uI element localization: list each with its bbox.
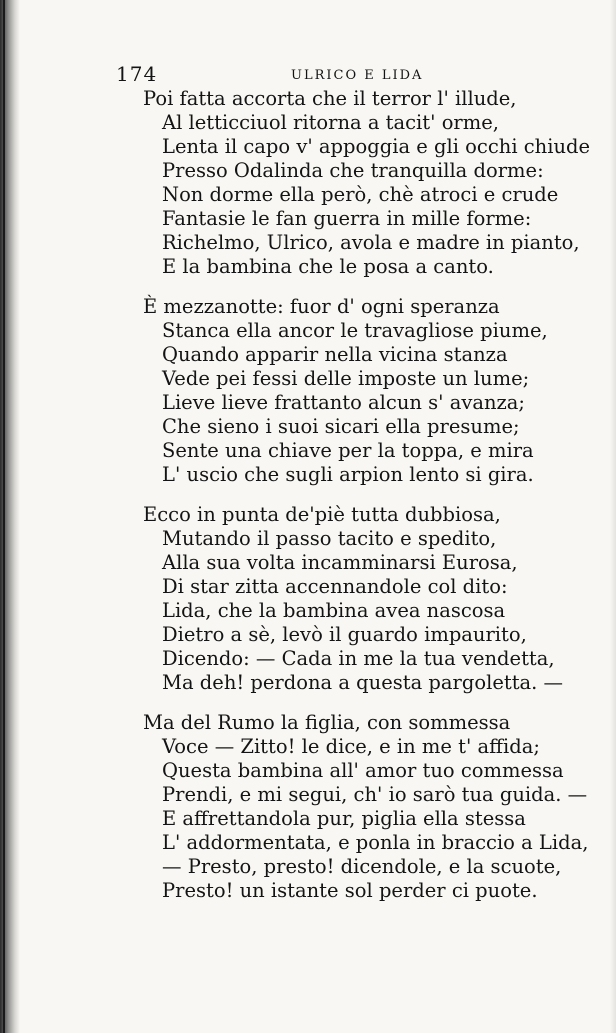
verse-line: Presto! un istante sol perder ci puote. [162,879,538,902]
verse-line: Fantasie le fan guerra in mille forme: [162,207,532,230]
verse-line: Non dorme ella però, chè atroci e crude [162,183,559,206]
verse-line: E affrettandola pur, piglia ella stessa [162,807,526,830]
verse-line: — Presto, presto! dicendole, e la scuote, [162,855,562,878]
verse-line: Al letticciuol ritorna a tacit' orme, [162,111,499,134]
verse-line: Lida, che la bambina avea nascosa [162,599,506,622]
verse-line: L' uscio che sugli arpion lento si gira. [162,463,534,486]
verse-line: È mezzanotte: fuor d' ogni speranza [143,295,500,318]
verse-line: Lieve lieve frattanto alcun s' avanza; [162,391,526,414]
verse-line: Presso Odalinda che tranquilla dorme: [162,159,544,182]
verse-line: E la bambina che le posa a canto. [162,255,494,278]
verse-line: Quando apparir nella vicina stanza [162,343,508,366]
verse-line: Sente una chiave per la toppa, e mira [162,439,534,462]
verse-line: Ma deh! perdona a questa pargoletta. — [162,671,564,694]
verse-line: Vede pei fessi delle imposte un lume; [162,367,530,390]
page-binding-edge [3,0,5,1033]
verse-line: Voce — Zitto! le dice, e in me t' affida; [162,735,540,758]
verse-line: Che sieno i suoi sicari ella presume; [162,415,520,438]
verse-line: Richelmo, Ulrico, avola e madre in pianto, [162,231,580,254]
verse-line: Stanca ella ancor le travagliose piume, [162,319,548,342]
running-title: ULRICO E LIDA [291,68,424,83]
page-header [116,62,446,86]
verse-line: Alla sua volta incamminarsi Eurosa, [162,551,518,574]
verse-line: Poi fatta accorta che il terror l' illude, [143,87,517,110]
verse-line: Mutando il passo tacito e spedito, [162,527,497,550]
verse-line: Prendi, e mi segui, ch' io sarò tua guida. — [162,783,588,806]
page-number: 174 [116,62,158,86]
verse-line: Lenta il capo v' appoggia e gli occhi chiude [162,135,591,158]
verse-line: L' addormentata, e ponla in braccio a Lida, [162,831,589,854]
verse-line: Questa bambina all' amor tuo commessa [162,759,564,782]
verse-line: Dicendo: — Cada in me la tua vendetta, [162,647,555,670]
verse-line: Ecco in punta de'piè tutta dubbiosa, [143,503,501,526]
verse-line: Dietro a sè, levò il guardo impaurito, [162,623,527,646]
verse-line: Ma del Rumo la figlia, con sommessa [143,711,511,734]
page-right-edge [610,0,616,1033]
verse-line: Di star zitta accennandole col dito: [162,575,508,598]
